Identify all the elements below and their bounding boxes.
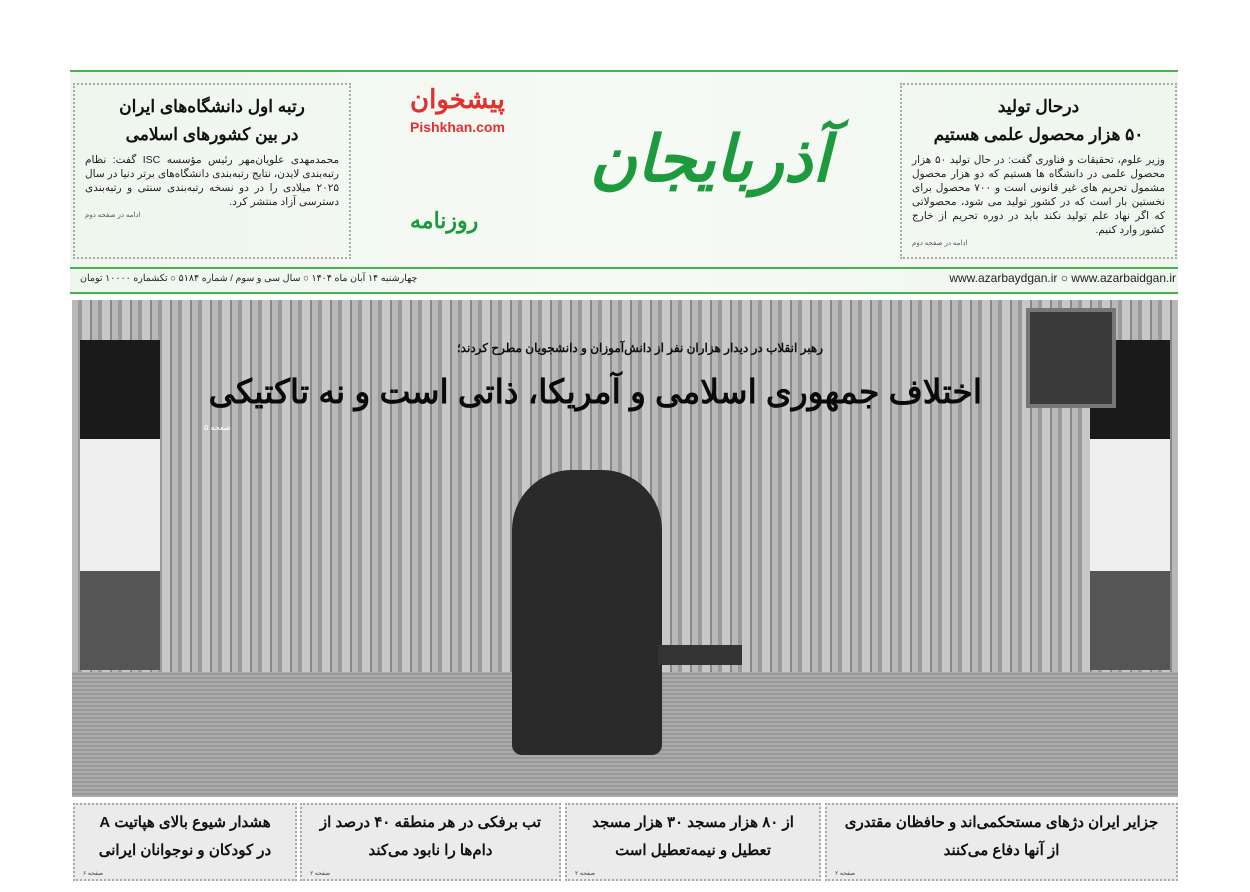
right-box-title: ۵۰ هزار محصول علمی هستیم	[933, 125, 1144, 144]
logo-prefix: روزنامه	[410, 208, 479, 233]
websites[interactable]: www.azarbaydgan.ir ○ www.azarbaidgan.ir	[949, 271, 1176, 285]
story-line: تب برفکی در هر منطقه ۴۰ درصد از	[319, 814, 542, 831]
page-ref: صفحه ۶	[83, 871, 104, 877]
page-ref: صفحه ۲	[835, 871, 856, 877]
watermark-site: Pishkhan.com	[410, 119, 505, 135]
story-line: هشدار شیوع بالای هپاتیت A	[99, 814, 271, 831]
side-table	[658, 645, 742, 665]
continued-note: ادامه در صفحه دوم	[85, 212, 141, 219]
bottom-story[interactable]	[73, 803, 297, 881]
divider	[70, 70, 1178, 72]
right-box-title: درحال تولید	[997, 97, 1080, 116]
lead-page-ref: صفحه ۵	[204, 423, 231, 432]
continued-note: ادامه در صفحه دوم	[912, 240, 968, 247]
story-line: از آنها دفاع می‌کنند	[943, 842, 1060, 859]
right-box-body: وزیر علوم، تحقیقات و فناوری گفت: در حال تولید ۵۰ هزار محصول علمی در دانشگاه ها هستیم که دو هزار محصول مشمول تحریم های غیر قانونی است و ۷۰۰ محصول برای نخستین بار است که در کشور تولید می شود، محصولاتی که اگر نهاد علم تولید نکند باید در دوره تحریم از خارج کشور وارد کنیم.	[912, 154, 1165, 236]
speaker-figure	[512, 470, 662, 755]
left-box-body: محمدمهدی علویان‌مهر رئیس مؤسسه ISC گفت: نظام رتبه‌بندی لایدن، نتایج رتبه‌بندی دانشگاه‌های برتر دنیا در سال ۲۰۲۵ میلادی را در دو نسخه رتبه‌بندی سنتی و رتبه‌بندی دسترسی آزاد منتشر کرد.	[85, 154, 339, 208]
portrait	[1026, 308, 1116, 408]
dateline: چهارشنبه ۱۴ آبان ماه ۱۴۰۴ ○ سال سی و سوم / شماره ۵۱۸۴ ○ تکشماره ۱۰۰۰۰ تومان	[80, 273, 418, 284]
watermark: پیشخوان	[410, 84, 505, 114]
page-ref: صفحه ۲	[575, 871, 596, 877]
left-box-title: رتبه اول دانشگاه‌های ایران	[119, 97, 305, 116]
right-news-box[interactable]	[900, 83, 1177, 259]
divider	[70, 267, 1178, 269]
bottom-story[interactable]	[825, 803, 1178, 881]
bottom-story[interactable]	[300, 803, 561, 881]
bottom-story[interactable]	[565, 803, 821, 881]
logo-name: آذربایجان	[589, 122, 830, 197]
story-line: دام‌ها را نابود می‌کند	[368, 842, 493, 859]
left-news-box[interactable]	[73, 83, 351, 259]
newspaper-logo	[410, 78, 830, 263]
divider	[70, 292, 1178, 294]
lead-kicker: رهبر انقلاب در دیدار هزاران نفر از دانش‌آموزان و دانشجویان مطرح کردند؛	[456, 341, 823, 355]
left-box-title: در بین کشورهای اسلامی	[125, 125, 299, 144]
story-line: از ۸۰ هزار مسجد ۳۰ هزار مسجد	[592, 814, 794, 831]
page-ref: صفحه ۲	[310, 871, 331, 877]
story-line: در کودکان و نوجوانان ایرانی	[98, 842, 272, 859]
lead-photo	[72, 300, 1178, 797]
lead-headline[interactable]: اختلاف جمهوری اسلامی و آمریکا، ذاتی است و نه تاکتیکی	[208, 373, 982, 410]
story-line: جزایر ایران دژهای مستحکمی‌اند و حافظان مقتدری	[844, 814, 1159, 831]
story-line: تعطیل و نیمه‌تعطیل است	[615, 842, 771, 859]
flag-left	[80, 340, 160, 670]
